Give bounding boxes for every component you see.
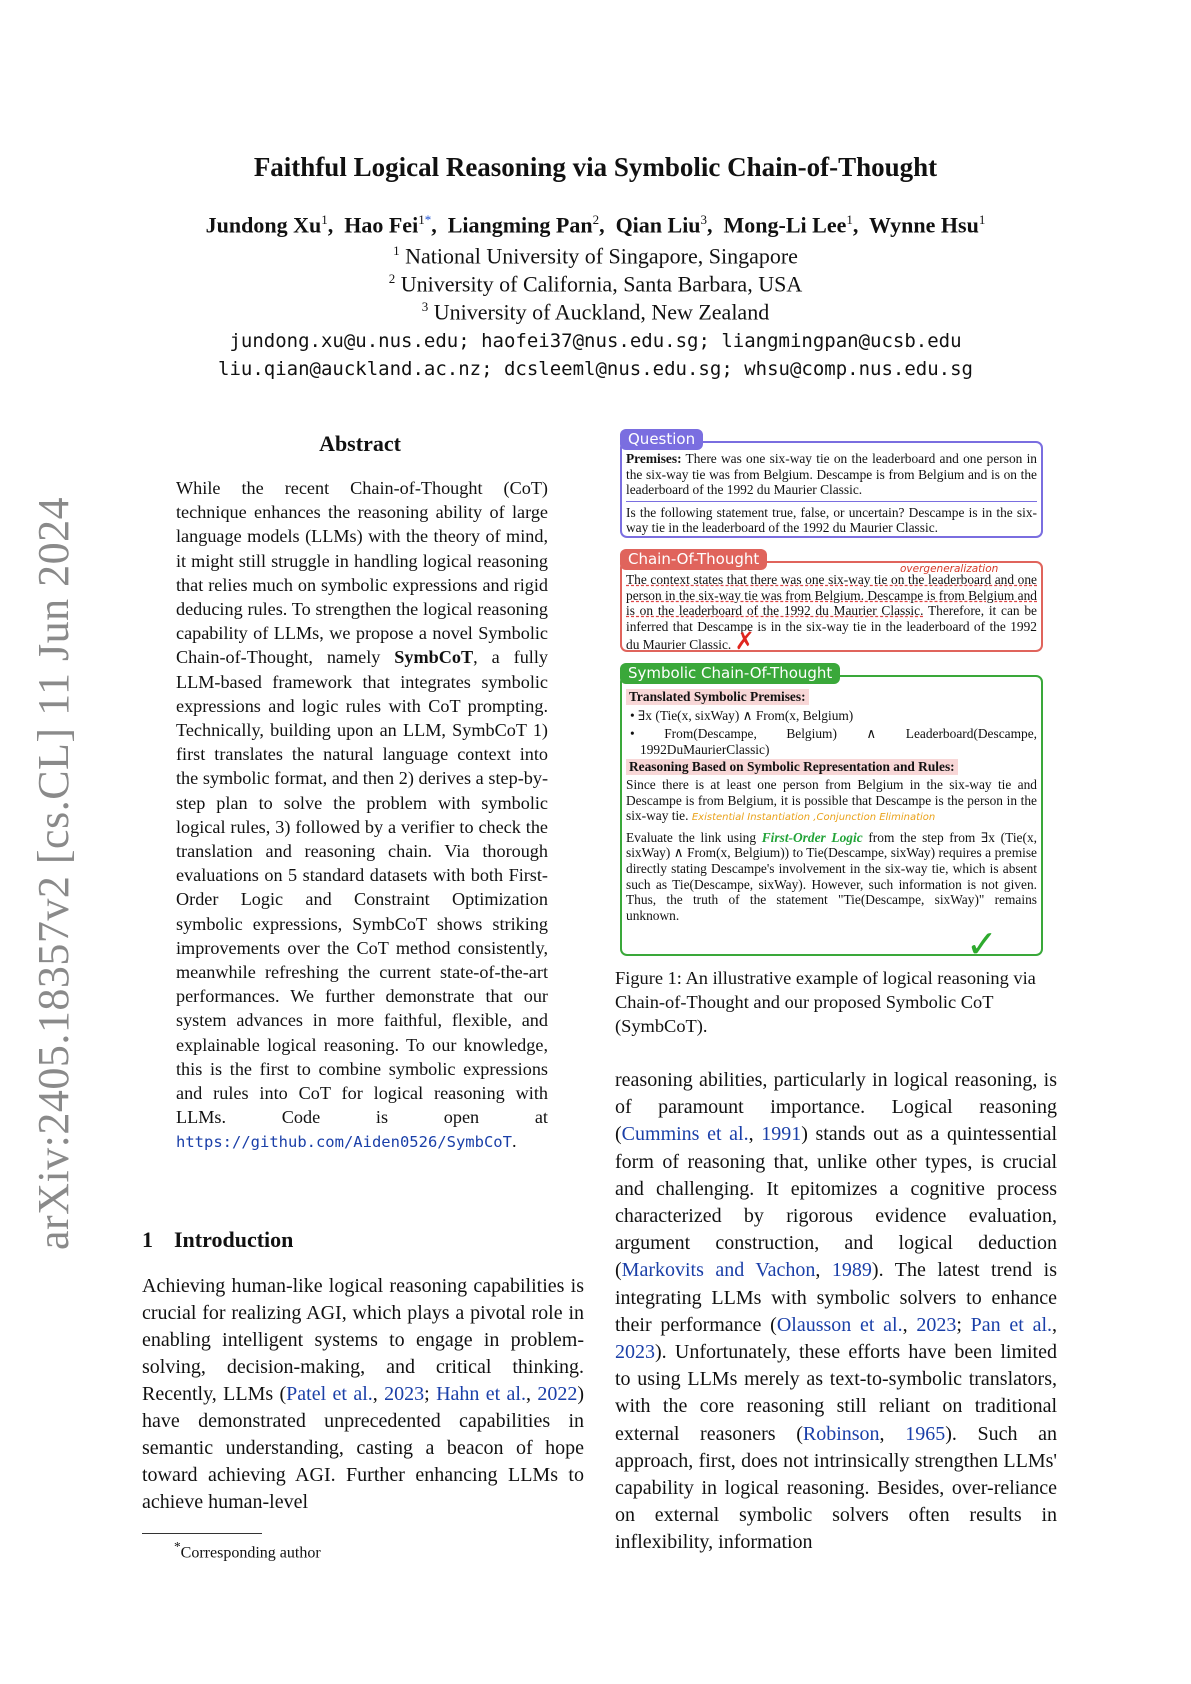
- abstract-body: While the recent Chain-of-Thought (CoT) technique enhances the reasoning ability of large language models (LLMs) with the theory of mind, it might still struggle in handling logical reasoning that relies much on symbolic expressions and rigid deducing rules. To strengthen the logical reasoning capability of LLMs, we propose a novel Symbolic Chain-of-Thought, namely SymbCoT, a fully LLM-based framework that integrates symbolic expressions and logic rules with CoT prompting. Technically, building upon an LLM, SymbCoT 1) first translates the natural language context into the symbolic format, and then 2) derives a step-by-step plan to solve the problem with symbolic logical rules, 3) followed by a verifier to check the translation and reasoning chain. Via thorough evaluations on 5 standard datasets with both First-Order Logic and Constraint Optimization symbolic expressions, SymbCoT shows striking improvements over the CoT method consistently, meanwhile refreshing the current state-of-the-art performances. We further demonstrate that our system advances in more faithful, flexible, and explainable logical reasoning. To our knowledge, this is the first to combine symbolic expressions and rules into CoT for logical reasoning with LLMs. Code is open at https://github.com/Aiden0526/SymbCoT.: [176, 478, 548, 1152]
- question-tag: Question: [620, 429, 703, 450]
- author-name: Mong-Li Lee: [723, 212, 847, 238]
- citation-link[interactable]: Cummins et al.: [621, 1123, 749, 1146]
- method-name: SymbCoT: [394, 647, 474, 668]
- email-line: jundong.xu@u.nus.edu; haofei37@nus.edu.sg; liangmingpan@ucsb.edu: [229, 330, 962, 352]
- symbolic-cot-tag: Symbolic Chain-Of-Thought: [620, 663, 840, 684]
- citation-link[interactable]: 2022: [537, 1383, 578, 1405]
- fol-label: First-Order Logic: [761, 829, 863, 845]
- citation-link[interactable]: 2023: [384, 1383, 425, 1405]
- citation-link[interactable]: Patel et al.: [286, 1383, 373, 1405]
- section-heading: 1 Introduction: [142, 1227, 294, 1252]
- translated-premises-heading: Translated Symbolic Premises:: [626, 689, 809, 705]
- figure-caption: Figure 1: An illustrative example of logical reasoning via Chain-of-Thought and our proposed Symbolic CoT (SymbCoT).: [615, 968, 1036, 1036]
- arxiv-identifier: arXiv:2405.18357v2 [cs.CL] 11 Jun 2024: [29, 496, 78, 1250]
- citation-link[interactable]: Markovits and Vachon: [621, 1259, 816, 1282]
- email-line: liu.qian@auckland.ac.nz; dcsleeml@nus.edu.sg; whsu@comp.nus.edu.sg: [218, 358, 973, 380]
- intro-left-column: Achieving human-like logical reasoning capabilities is crucial for realizing AGI, which plays a pivotal role in enabling intelligent systems to engage in problem-solving, decision-making, and critical thinking. Recently, LLMs (Patel et al., 2023; Hahn et al., 2022) have demonstrated unprecedented capabilities in semantic understanding, casting a beacon of hope toward achieving AGI. Further enhancing LLMs to achieve human-level: [142, 1275, 585, 1513]
- author-name: Wynne Hsu: [868, 212, 979, 238]
- code-link[interactable]: https://github.com/Aiden0526/SymbCoT: [176, 1133, 512, 1152]
- paper-title: Faithful Logical Reasoning via Symbolic Chain-of-Thought: [253, 152, 938, 182]
- cot-tag: Chain-Of-Thought: [620, 549, 767, 570]
- affiliation: $^1$ National University of Singapore, Singapore: [393, 243, 798, 269]
- cot-box: The context states that there was one six-way tie on the leaderboard and one person in the six-way tie was from Belgium. Descampe is from Belgium and is on the leaderboard of the 1992 du Maurier Classic. Therefore, it can be inferred that Descampe is in the six-way tie in the leaderboard of the 1992 du Maurier Classic. ✗: [620, 561, 1043, 652]
- premise-item: • From(Descampe, Belgium) ∧ Leaderboard(Descampe, 1992DuMaurierClassic): [630, 726, 1037, 757]
- author-list: Jundong Xu$^1$, Hao Fei$^{1*}$, Liangming Pan$^2$, Qian Liu$^3$, Mong-Li Lee$^1$, Wynne Hsu$^1$: [205, 212, 986, 238]
- cross-icon: ✗: [734, 627, 755, 656]
- overgeneralized-text: The context states that there was one six-way tie on the leaderboard and one person in the six-way tie was from Belgium. Descampe is from Belgium and is on the leaderboard of the 1992 du Maurier Classic.: [626, 572, 1037, 619]
- intro-right-column: reasoning abilities, particularly in logical reasoning, is of paramount importance. Logical reasoning (Cummins et al., 1991) stands out as a quintessential form of reasoning that, unlike other types, is crucial and challenging. It epitomizes a cognitive process characterized by rigorous evidence evaluation, argument construction, and logical deduction (Markovits and Vachon, 1989). The latest trend is integrating LLMs with symbolic solvers to enhance their performance (Olausson et al., 2023; Pan et al., 2023). Unfortunately, these efforts have been limited to using LLMs merely as text-to-symbolic translators, with the core reasoning still reliant on traditional external reasoners (Robinson, 1965). Such an approach, first, does not intrinsically strengthen LLMs' capability in logical reasoning. Besides, over-reliance on external symbolic solvers often results in inflexibility, information: [615, 1069, 1058, 1554]
- checkmark-icon: ✓: [966, 922, 998, 966]
- citation-link[interactable]: Robinson: [802, 1422, 880, 1445]
- citation-link[interactable]: 2023: [615, 1341, 655, 1364]
- citation-link[interactable]: Hahn et al.: [436, 1383, 526, 1405]
- affiliation: $^3$ University of Auckland, New Zealand: [421, 299, 770, 325]
- author-name: Qian Liu: [615, 212, 701, 238]
- author-name: Liangming Pan: [447, 212, 593, 238]
- rules-label: Existential Instantiation ,Conjunction Elimination: [691, 812, 936, 824]
- citation-link[interactable]: 1989: [831, 1259, 872, 1282]
- citation-link[interactable]: Pan et al.: [970, 1313, 1053, 1336]
- author-name: Hao Fei: [344, 212, 419, 238]
- premise-item: • ∃x (Tie(x, sixWay) ∧ From(x, Belgium): [630, 707, 854, 723]
- overgeneralization-label: overgeneralization: [900, 563, 999, 575]
- citation-link[interactable]: Olausson et al.: [776, 1313, 903, 1336]
- citation-link[interactable]: 2023: [916, 1313, 957, 1336]
- reasoning-heading: Reasoning Based on Symbolic Representation and Rules:: [626, 759, 958, 775]
- citation-link[interactable]: 1991: [761, 1123, 802, 1146]
- citation-link[interactable]: 1965: [905, 1422, 946, 1445]
- author-name: Jundong Xu: [205, 212, 322, 238]
- symbolic-cot-box: Translated Symbolic Premises: • ∃x (Tie(x, sixWay) ∧ From(x, Belgium) • From(Descampe, Belgium) ∧ Leaderboard(Descampe, 1992DuMaurierClassic) Reasoning Based on Symbolic Representation and Rules: Since there is at least one person from Belgium in the six-way tie and Descampe is from Belgium, it is possible that Descampe is the person in the six-way tie. Existential Instantiation ,Conjunction Elimination Evaluate the link using First-Order Logic from the step from ∃x (Tie(x, sixWay) ∧ From(x, Belgium)) to Tie(Descampe, sixWay) requires a premise directly stating Descampe's involvement in the six-way tie, which is absent such as Tie(Descampe, sixWay). However, such information is not given. Thus, the truth of the statement "Tie(Descampe, sixWay)" remains unknown.: [620, 675, 1043, 956]
- footnote-rule: [142, 1533, 262, 1534]
- footnote: *Corresponding author: [174, 1539, 321, 1562]
- corresponding-mark[interactable]: *: [424, 212, 432, 227]
- question-box: Premises: There was one six-way tie on the leaderboard and one person in the six-way tie was from Belgium. Descampe is from Belgium and is on the leaderboard of the 1992 du Maurier Classic. Is the following statement true, false, or uncertain? Descampe is in the six-way tie in the leaderboard of the 1992 du Maurier Classic.: [620, 441, 1043, 538]
- abstract-heading: Abstract: [319, 431, 401, 456]
- affiliation: $^2$ University of California, Santa Barbara, USA: [388, 271, 803, 297]
